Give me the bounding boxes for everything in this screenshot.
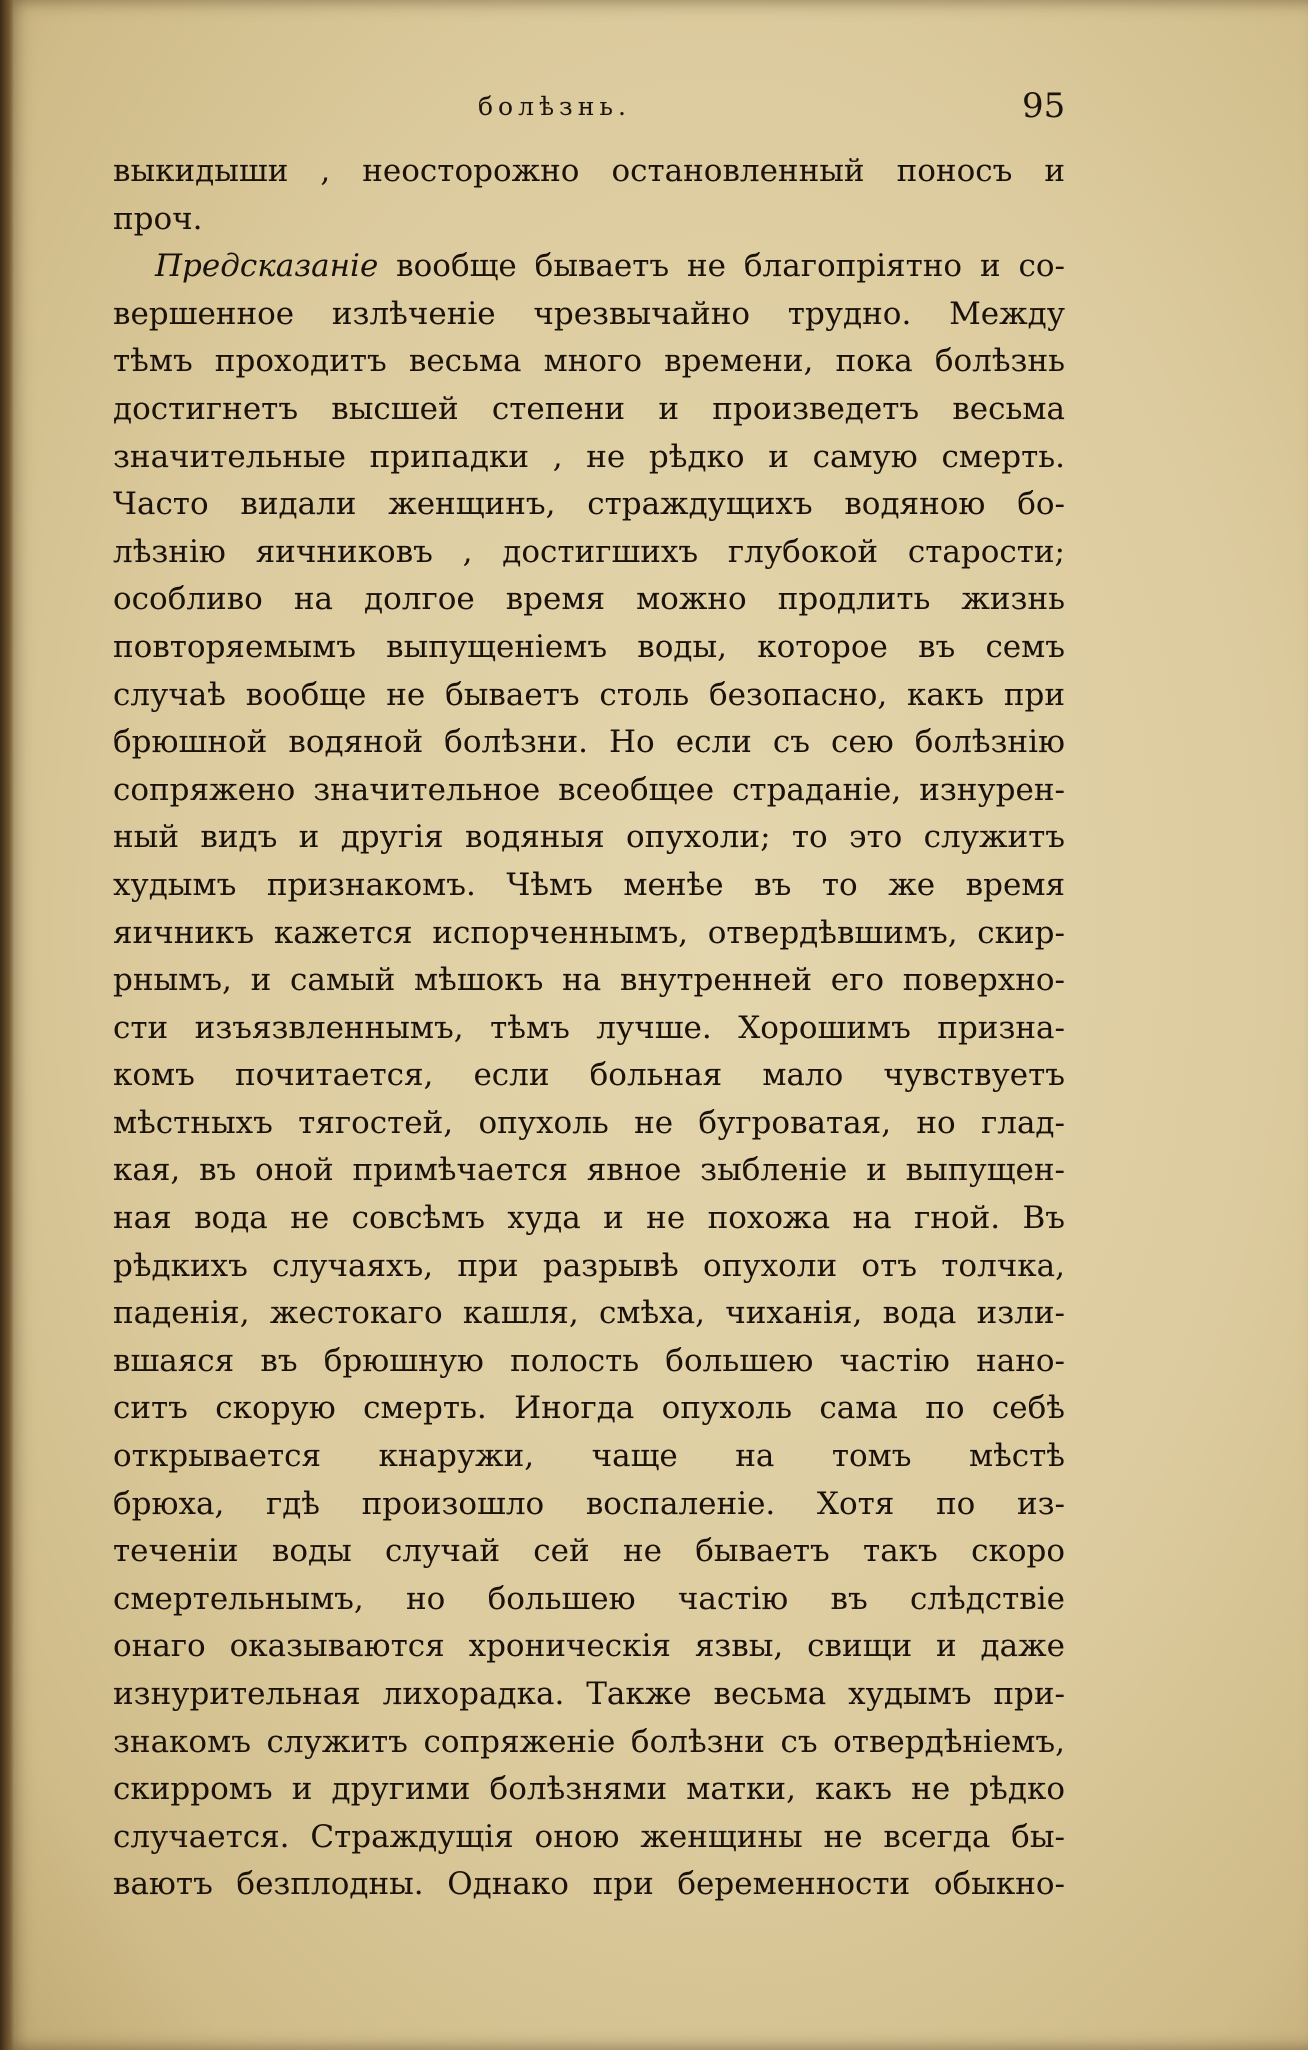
text-line-5: тѣмъ проходитъ весьма много времени, пока болѣзнь (113, 343, 1065, 380)
text-line-37: ваютъ безплодны. Однако при беременности обыкно- (113, 1866, 1065, 1903)
text-line-3 (113, 243, 1065, 291)
text-line-30: теченіи воды случай сей не бываетъ такъ скоро (113, 1533, 1065, 1570)
text-line-20: комъ почитается, если больная мало чувствуетъ (113, 1057, 1065, 1094)
text-line-31: смертельнымъ, но большею частію въ слѣдствіе (113, 1580, 1065, 1617)
text-line-15: ный видъ и другія водяныя опухоли; то это служитъ (113, 819, 1065, 856)
text-line-13: брюшной водяной болѣзни. Но если съ сею болѣзнію (113, 724, 1065, 761)
text-line-12: случаѣ вообще не бываетъ столь безопасно, какъ при (113, 676, 1065, 713)
text-line-1: выкидыши , неосторожно остановленный поносъ и (113, 153, 1065, 189)
text-line-35: скирромъ и другими болѣзнями матки, какъ не рѣдко (113, 1771, 1065, 1808)
text-line-28: открывается кнаружи, чаще на томъ мѣстѣ (113, 1438, 1065, 1475)
text-line-11: повторяемымъ выпущеніемъ воды, которое въ семъ (113, 628, 1065, 665)
emphasized-term: Предсказаніе (155, 248, 379, 285)
text-line-33: изнурительная лихорадка. Также весьма худымъ при- (113, 1676, 1065, 1712)
text-line-19: сти изъязвленнымъ, тѣмъ лучше. Хорошимъ призна- (113, 1009, 1065, 1046)
text-line-25: паденія, жестокаго кашля, смѣха, чиханія, вода изли- (113, 1295, 1065, 1332)
text-line-24: рѣдкихъ случаяхъ, при разрывѣ опухоли отъ толчка, (113, 1247, 1065, 1284)
text-line-23: ная вода не совсѣмъ худа и не похожа на гной. Въ (113, 1200, 1065, 1237)
text-line-22: кая, въ оной примѣчается явное зыбленіе и выпущен- (113, 1152, 1065, 1189)
text-line-9: лѣзнію яичниковъ , достигшихъ глубокой старости; (113, 533, 1065, 570)
text-line-16: худымъ признакомъ. Чѣмъ менѣе въ то же время (113, 866, 1065, 903)
text-line-27: ситъ скорую смерть. Иногда опухоль сама по себѣ (113, 1390, 1065, 1427)
text-line-14: сопряжено значительное всеобщее страданіе, изнурен- (113, 771, 1065, 808)
page-header (0, 86, 1308, 132)
text-line-29: брюха, гдѣ произошло воспаленіе. Хотя по из- (113, 1485, 1065, 1522)
running-head: болѣзнь. (478, 92, 631, 121)
page-number: 95 (1022, 86, 1066, 126)
text-line-26: вшаяся въ брюшную полость большею частію нано- (113, 1342, 1065, 1379)
text-line-3-rest: вообще бываетъ не благопріятно и со- (378, 248, 1065, 285)
text-line-2: проч. (113, 200, 203, 237)
text-line-34: знакомъ служитъ сопряженіе болѣзни съ отвердѣніемъ, (113, 1723, 1065, 1760)
page-binding-shadow (0, 0, 14, 2050)
text-line-10: особливо на долгое время можно продлить жизнь (113, 581, 1065, 618)
text-line-18: рнымъ, и самый мѣшокъ на внутренней его поверхно- (113, 962, 1065, 999)
text-line-36: случается. Страждущія оною женщины не всегда бы- (113, 1818, 1065, 1855)
text-line-8: Часто видали женщинъ, страждущихъ водяною бо- (113, 486, 1065, 523)
text-line-4: вершенное излѣченіе чрезвычайно трудно. Между (113, 295, 1065, 332)
text-line-21: мѣстныхъ тягостей, опухоль не бугроватая, но глад- (113, 1104, 1065, 1141)
text-line-32: онаго оказываются хроническія язвы, свищи и даже (113, 1628, 1065, 1665)
text-line-17: яичникъ кажется испорченнымъ, отвердѣвшимъ, скир- (113, 914, 1065, 951)
text-line-7: значительные припадки , не рѣдко и самую смерть. (113, 438, 1065, 475)
body-text (113, 148, 1065, 1909)
text-line-6: достигнетъ высшей степени и произведетъ весьма (113, 390, 1065, 427)
